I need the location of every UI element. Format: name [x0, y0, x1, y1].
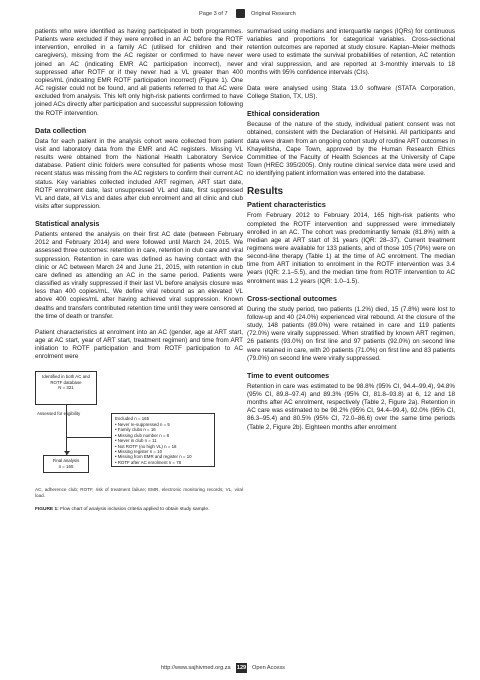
page-footer — [0, 663, 480, 675]
left-column — [35, 28, 243, 521]
flow-box-identified — [35, 371, 97, 405]
heading-time-to-event: Time to event outcomes — [247, 370, 330, 380]
flow-text: ROTF database — [50, 379, 82, 385]
flow-text: • Not ROTF (no high VL) n = 18 — [115, 443, 177, 449]
journal-logo-icon — [236, 9, 245, 18]
page-header — [0, 8, 480, 20]
flow-connector — [66, 405, 67, 455]
flow-text: • Missing from EMR and register n = 10 — [115, 454, 192, 460]
paragraph: summarised using medians and interquartile ranges (IQRs) for continuous variables and proportions for categorical variables. Cross-sectional retention outcomes are reported at study closure. Kaplan–Meier methods were used to estimate the survival probabilities of retention, AC retention and viral suppression, and are reported at 3-monthly intervals to 18 months with 95% confidence intervals (CIs). — [247, 28, 455, 76]
flow-text: Excluded n = 165 — [115, 416, 150, 422]
heading-cross-sectional-outcomes: Cross-sectional outcomes — [247, 293, 337, 303]
flow-connector — [66, 437, 111, 438]
heading-ethical-consideration: Ethical consideration — [247, 109, 320, 119]
open-access-label: Open Access — [252, 665, 285, 671]
flow-text: Identified in both AC and — [42, 374, 90, 380]
caption-label: FIGURE 1: — [35, 507, 59, 513]
flow-label-assessed: Assessed for eligibility — [37, 411, 81, 417]
flow-text: • Family clubs n = 16 — [115, 427, 156, 433]
paragraph: Because of the nature of the study, individual patient consent was not obtained, consistent with the Declaration of Helsinki. All participants and data were drawn from an ongoing cohort study of routine ART outcomes in Khayelitsha, Cape Town, approved by the Human Research Ethics Committee of the Faculty of Health Sciences at the University of Cape Town (HREC 395/2005). Only routine clinical service data were used and no identifying patient information was entered into the database. — [247, 121, 455, 178]
flow-text: Final analysis — [52, 458, 80, 464]
flow-box-excluded — [111, 413, 215, 467]
flow-text: • Never in club n = 11 — [115, 438, 157, 444]
paragraph: patients who were identified as having participated in both programmes. Patients were excluded if they were enrolled in an AC before the ROTF intervention, enrolled in a family AC (utilised for children and their caregivers), missing from the AC register or confirmed to have never joined an AC (indicating EMR AC participation incorrect), never suppressed after ROTF or if they never had a VL greater than 400 copies/mL (indicating EMR ROTF participation incorrect) (Figure 1). One AC register could not be found, and all patients referred to that AC were excluded from analysis. This left only high-risk patients confirmed to have joined ACs directly after participation and successful suppression following the ROTF intervention. — [35, 28, 243, 117]
figure-abbreviations: AC, adherence club; ROTF, risk of treatment failure; EMR, electronic monitoring records; VL, viral load. — [35, 487, 243, 499]
flow-text: n = 165 — [58, 463, 74, 469]
heading-results: Results — [247, 186, 284, 198]
journal-url-link[interactable]: http://www.sajhivmed.org.za — [161, 665, 231, 671]
flow-text: N = 321 — [58, 385, 74, 391]
figure-caption — [35, 507, 243, 513]
paragraph: Data were analysed using Stata 13.0 software (STATA Corporation, College Station, TX, US). — [247, 84, 455, 101]
paragraph: Patients entered the analysis on their first AC date (between February 2012 and February 2014) and were followed until March 24, 2015. We assessed three outcomes: retention in care, retention in club care and viral suppression. Retention in care was defined as having contact with the clinic or AC between March 24 and June 21, 2015, with retention in club care defined as attending an AC in the same period. Patients were classified as virally suppressed if their last VL before analysis closure was less than 400 copies/mL. We define viral rebound as an elevated VL above 400 copies/mL after having achieved viral suppression. Known deaths and transfers contributed retention time until they were censored at the time of death or transfer. — [35, 231, 243, 320]
flow-text: • Missing club number n = 8 — [115, 432, 170, 438]
flow-box-final — [43, 455, 89, 473]
paragraph: Retention in care was estimated to be 98.8% (95% CI, 94.4–99.4), 94.8% (95% CI, 89.8–97.4) and 89.3% (95% CI, 81.8–93.8) at 6, 12 and 18 months after AC enrolment, respectively (Table 2, Figure 2a). Retention in AC care was estimated to be 98.2% (95% CI, 94.4–99.4), 92.0% (95% CI, 86.3–95.4) and 80.5% (95% CI, 72.0–86.6) over the same time periods (Table 2, Figure 2b). Eighteen months after enrolment — [247, 382, 455, 431]
page-indicator: Page 3 of 7 — [199, 11, 228, 17]
page-number-badge: 129 — [236, 665, 247, 671]
paragraph: During the study period, two patients (1.2%) died, 15 (7.8%) were lost to follow-up and 40 (24.0%) experienced viral rebound. At the closure of the study, 148 patients (89.0%) were retained in care and 119 patients (72.0%) were virally suppressed. When stratified by known ART regimen, 26 patients (93.0%) on first line and 97 patients (92.0%) on second line were retained in care, with 20 patients (71.0%) on first line and 83 patients (79.0%) on second line were virally suppressed. — [247, 305, 455, 362]
heading-data-collection: Data collection — [35, 125, 87, 135]
heading-statistical-analysis: Statistical analysis — [35, 219, 100, 229]
right-column — [247, 28, 455, 440]
paragraph: From February 2012 to February 2014, 165 high-risk patients who completed the ROTF intervention and suppressed were immediately enrolled in an AC. The cohort was predominantly female (81.8%) with a median age at ART start of 31 years (IQR: 28–37). Current treatment regimens were available for 133 patients, and of those 105 (79%) were on second-line therapy (Table 1) at the time of AC enrolment. The median time from ART initiation to enrolment in the ROTF intervention was 3.4 years (IQR: 2.1–5.5), and the median time from ROTF intervention to AC enrolment was 1.2 years (IQR: 1.0–1.5). — [247, 212, 455, 285]
flow-text: • Missing register n = 10 — [115, 448, 163, 454]
flow-text: • ROTF after AC enrolment n = 78 — [115, 459, 182, 465]
heading-patient-characteristics: Patient characteristics — [247, 200, 326, 210]
caption-text: Flow chart of analysis inclusion criteria applied to obtain study sample. — [58, 507, 210, 513]
section-label: Original Research — [251, 11, 296, 17]
paragraph: Patient characteristics at enrolment into an AC (gender, age at ART start, age at AC start, year of ART start, treatment regimen) and time from ART initiation to ROTF participation and from ROTF participation to AC enrolment were — [35, 328, 243, 361]
flow-chart-figure — [35, 371, 243, 483]
flow-text: • Never re-suppressed n = 5 — [115, 421, 170, 427]
paragraph: Data for each patient in the analysis cohort were collected from patient visit and laboratory data from the EMR and AC registers. Missing VL results were obtained from the National Health Laboratory Service database. Patient clinic folders were consulted for patients whose most recent status was missing from the AC registers to confirm their current AC status. Key variables collected included ART regimen, ART start date, ROTF enrolment date, last unsuppressed VL and date, first suppressed VL and date, all VLs and dates after club enrolment and all clinic and club visits after suppression. — [35, 137, 243, 210]
